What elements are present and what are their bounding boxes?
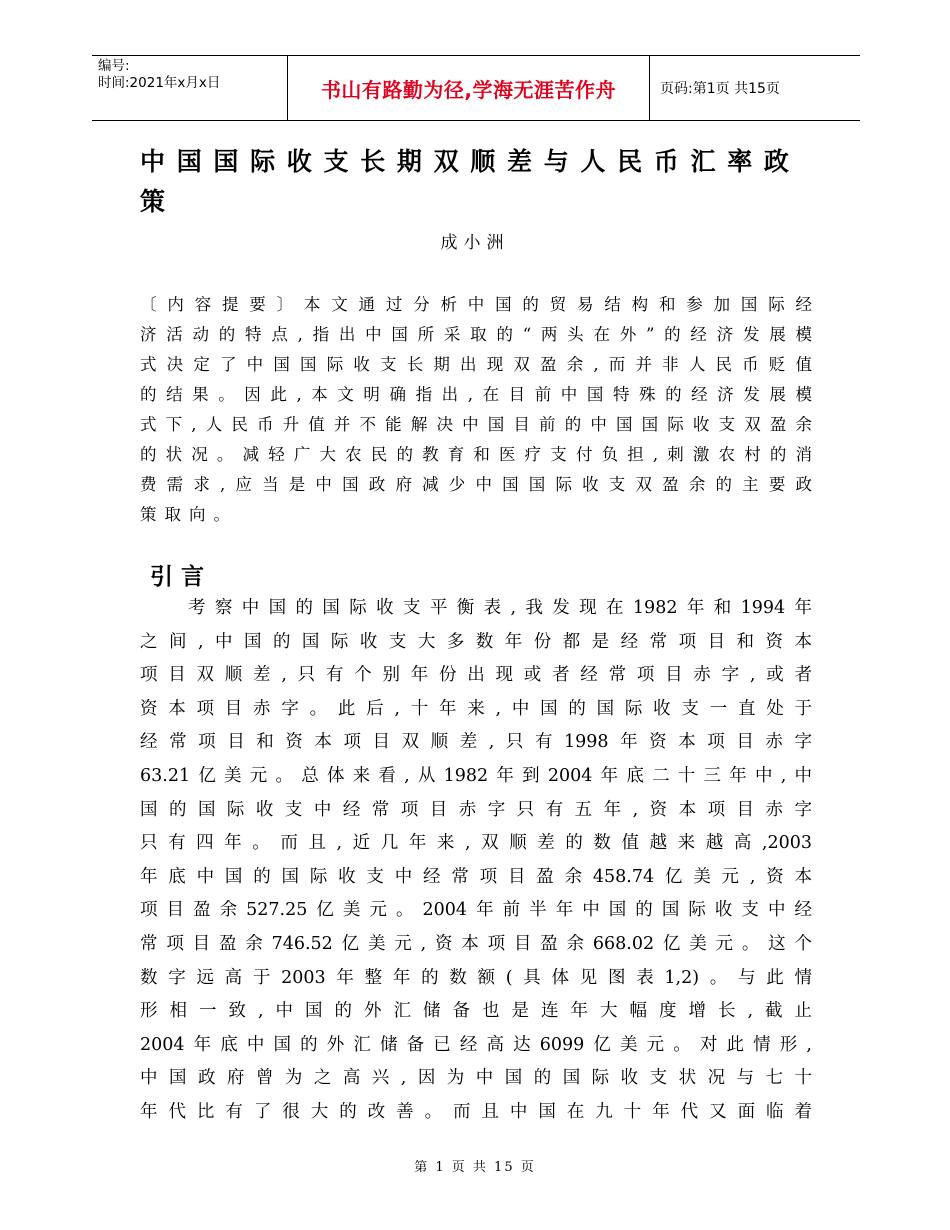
title-line-1: 中国国际收支长期双顺差与人民币汇率政	[140, 147, 801, 176]
serial-number-label: 编号:	[98, 58, 130, 74]
body-paragraph	[140, 592, 812, 1130]
abstract-line: 式下,人民币升值并不能解决中国目前的中国国际收支双盈余	[140, 415, 812, 434]
body-line: 中国政府曾为之高兴,因为中国的国际收支状况与七十	[140, 1068, 812, 1089]
title-line-2: 策	[140, 187, 177, 216]
header-meta-cell	[92, 56, 287, 120]
body-line: 之间,中国的国际收支大多数年份都是经常项目和资本	[140, 631, 812, 652]
document-title	[140, 142, 812, 222]
section-heading-intro: 引言	[150, 564, 212, 590]
abstract-line: 〔内容提要〕本文通过分析中国的贸易结构和参加国际经	[140, 295, 812, 314]
abstract-line: 式决定了中国国际收支长期出现双盈余,而并非人民币贬值	[140, 355, 812, 374]
author-name: 成小洲	[440, 233, 510, 253]
body-line: 只有四年。而且,近几年来,双顺差的数值越来越高,2003	[140, 833, 812, 854]
body-line: 年底中国的国际收支中经常项目盈余458.74亿美元,资本	[140, 866, 812, 887]
abstract-block	[140, 290, 812, 530]
body-line: 常项目盈余746.52亿美元,资本项目盈余668.02亿美元。这个	[140, 933, 812, 954]
abstract-line: 费需求,应当是中国政府减少中国国际收支双盈余的主要政	[140, 475, 812, 494]
body-line: 63.21亿美元。总体来看,从1982年到2004年底二十三年中,中	[140, 765, 812, 786]
body-line: 考察中国的国际收支平衡表,我发现在1982年和1994年	[188, 598, 812, 618]
page-footer: 第 1 页 共 15 页	[414, 1160, 536, 1175]
body-line: 2004年底中国的外汇储备已经高达6099亿美元。对此情形,	[140, 1034, 812, 1055]
body-line: 形相一致,中国的外汇储备也是连年大幅度增长,截止	[140, 1001, 812, 1022]
body-line: 项目盈余527.25亿美元。2004年前半年中国的国际收支中经	[140, 900, 812, 921]
header-motto: 书山有路勤为径,学海无涯苦作舟	[287, 56, 650, 120]
body-line: 年代比有了很大的改善。而且中国在九十年代又面临着	[140, 1101, 812, 1122]
body-line: 国的国际收支中经常项目赤字只有五年,资本项目赤字	[140, 799, 812, 820]
abstract-line: 济活动的特点,指出中国所采取的“两头在外”的经济发展模	[140, 325, 812, 344]
body-line: 资本项目赤字。此后,十年来,中国的国际收支一直处于	[140, 698, 812, 719]
body-line: 经常项目和资本项目双顺差,只有1998年资本项目赤字	[140, 732, 812, 753]
time-label: 时间:2021年x月x日	[98, 75, 221, 91]
body-line: 项目双顺差,只有个别年份出现或者经常项目赤字,或者	[140, 665, 812, 686]
abstract-line: 的结果。因此,本文明确指出,在目前中国特殊的经济发展模	[140, 385, 812, 404]
document-header	[92, 55, 860, 121]
body-line: 数字远高于2003年整年的数额(具体见图表1,2)。与此情	[140, 967, 812, 988]
abstract-line: 的状况。减轻广大农民的教育和医疗支付负担,刺激农村的消	[140, 445, 812, 464]
header-page-info: 页码:第1页 共15页	[660, 81, 780, 97]
abstract-line: 策取向。	[140, 505, 238, 524]
